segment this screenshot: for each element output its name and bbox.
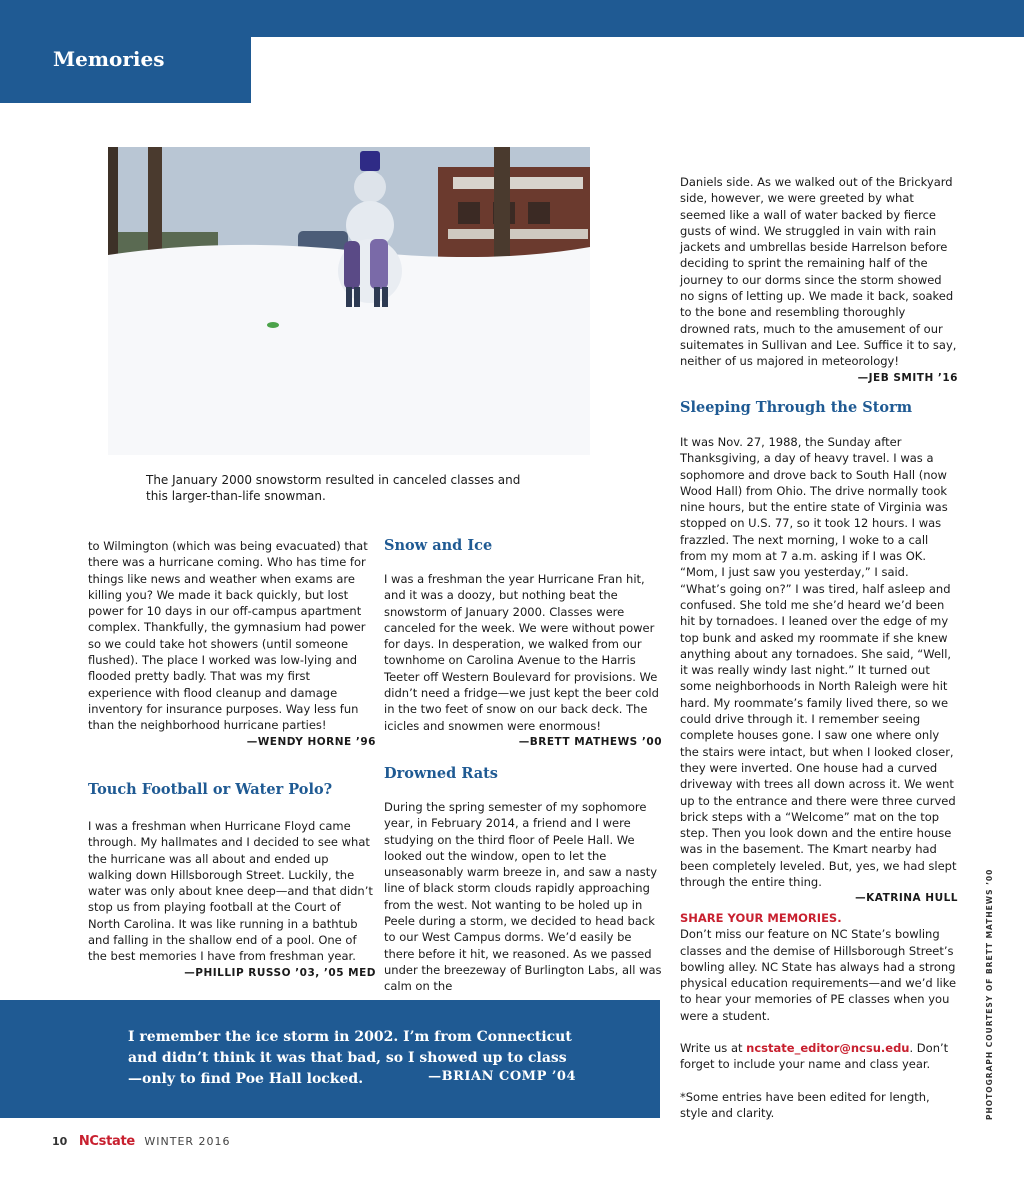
write-suffix: . Don’t forget to include your name and class year.: [680, 1041, 949, 1072]
story-drowned-rats-continued: [680, 174, 958, 386]
story-title: Drowned Rats: [384, 765, 498, 782]
snowman-photo-illustration: [108, 147, 590, 455]
top-color-bar: [0, 0, 1024, 37]
story-sleeping: [680, 398, 958, 907]
story-text: During the spring semester of my sophomore year, in February 2014, a friend and I were studying on the third floor of Peele Hall. We looked out the window, open to let the unseasonably warm breeze in, and saw a nasty line of black storm clouds rapidly approaching from the west. Not wanting to be holed up in Peele during a storm, we decided to head back to our West Campus dorms. We’d easily be there before it hit, we reasoned. As we passed under the breezeway of Burlington Labs, all was calm on the: [384, 800, 662, 994]
share-text: Don’t miss our feature on NC State’s bowling classes and the demise of Hillsborough Street’s bowling alley. NC State has always had a strong physical education requirements—and we’d like to hear your memories of PE classes when you were a student.: [680, 927, 957, 1023]
pull-quote-text: I remember the ice storm in 2002. I’m from Connecticut and didn’t think it was that bad, so I showed up to class—only to find Poe Hall locked.: [128, 1029, 572, 1087]
story-text: Daniels side. As we walked out of the Brickyard side, however, we were greeted by what seemed like a wall of water backed by fierce gusts of wind. We struggled in vain with rain jackets and umbrellas beside Harrelson before deciding to sprint the remaining half of the journey to our dorms since the storm showed no signs of letting up. We made it back, soaked to the bone and resembling thoroughly drowned rats, much to the amusement of our suitemates in Sullivan and Lee. Suffice it to say, neither of us majored in meteorology!: [680, 175, 957, 369]
story-signature: —BRETT MATHEWS ’00: [518, 735, 662, 748]
brand-logo: NCstate: [78, 1134, 135, 1149]
issue-label: WINTER 2016: [144, 1135, 231, 1148]
story-drowned-rats: [384, 764, 662, 995]
section-header: [0, 37, 251, 103]
story-snow-and-ice: [384, 536, 662, 750]
story-touch-football: [88, 780, 376, 981]
story-signature: —KATRINA HULL: [855, 892, 958, 905]
story-signature: —PHILLIP RUSSO ’03, ’05 MED: [184, 966, 376, 979]
pull-quote-signature: —BRIAN COMP ’04: [428, 1069, 576, 1084]
story-title: Snow and Ice: [384, 537, 493, 554]
page-number: 10: [52, 1135, 68, 1148]
write-prefix: Write us at: [680, 1041, 747, 1056]
story-text: I was a freshman when Hurricane Floyd came through. My hallmates and I decided to see what the hurricane was all about and ended up walking down Hillsborough Street. Luckily, the water was only about knee deep—and that didn’t stop us from playing football at the Court of North Carolina. It was like running in a bathtub and falling in the shallow end of a pool. One of the best memories I have from freshman year.: [88, 819, 373, 964]
share-heading: SHARE YOUR MEMORIES.: [680, 911, 842, 925]
story-text: I was a freshman the year Hurricane Fran hit, and it was a doozy, but nothing beat the snowstorm of January 2000. Classes were canceled for the week. We were without power for days. In desperation, we walked from our townhome on Carolina Avenue to the Harris Teeter off Western Boulevard for provisions. We didn’t need a fridge—we just kept the beer cold in the two feet of snow on our back deck. The icicles and snowmen were enormous!: [384, 572, 659, 733]
photo-credit: PHOTOGRAPH COURTESY OF BRETT MATHEWS ’00: [985, 868, 994, 1120]
story-title: Sleeping Through the Storm: [680, 399, 913, 416]
story-text: to Wilmington (which was being evacuated) that there was a hurricane coming. Who has time for things like news and weather when exams are killing you? We made it back quickly, but lost power for 10 days in our off-campus apartment complex. Thankfully, the gymnasium had power so we could take hot showers (until someone flushed). The place I worked was low-lying and flooded pretty badly. That was my first experience with flood cleanup and damage inventory for insurance purposes. Way less fun than the neighborhood hurricane parties!: [88, 539, 368, 733]
snowman-photo: [108, 147, 590, 455]
story-signature: —WENDY HORNE ’96: [246, 735, 376, 748]
story-signature: —JEB SMITH ’16: [857, 371, 958, 384]
edit-note: *Some entries have been edited for length, style and clarity.: [680, 1089, 930, 1120]
story-hurricane-continued: [88, 538, 376, 750]
page-footer: [52, 1134, 231, 1149]
pull-quote: [0, 1000, 660, 1118]
share-memories-box: [680, 910, 958, 1121]
section-title: Memories: [53, 47, 165, 71]
editor-email-link[interactable]: ncstate_editor@ncsu.edu: [746, 1041, 910, 1056]
photo-caption: The January 2000 snowstorm resulted in canceled classes and this larger-than-life snowman.: [146, 473, 521, 503]
write-us: [680, 1040, 958, 1073]
story-text: It was Nov. 27, 1988, the Sunday after Thanksgiving, a day of heavy travel. I was a sophomore and drove back to South Hall (now Wood Hall) from Ohio. The drive normally took nine hours, but the entire state of Virginia was stopped on U.S. 77, so it took 12 hours. I was frazzled. The next morning, I woke to a call from my mom at 7 a.m. asking if I was OK. “Mom, I just saw you yesterday,” I said. “What’s going on?” I was tired, half asleep and confused. She told me she’d heard we’d been hit by tornadoes. I leaned over the edge of my top bunk and asked my roommate if she knew anything about any tornadoes. She said, “Well, it was really windy last night.” It turned out some neighborhoods in North Raleigh were hit hard. My roommate’s family lived there, so we could drive through it. I remember seeing complete houses gone. I saw one where only the stairs were intact, but when I looked closer, they were inverted. One house had a curved driveway with trees all down across it. We went up to the entrance and there were three curved brick steps with a “Welcome” mat on the top step. Then you look down and the entire house was in the basement. The Kmart nearby had been completely leveled. But, yes, we had slept through the entire thing.: [680, 435, 957, 890]
story-title: Touch Football or Water Polo?: [88, 781, 333, 798]
